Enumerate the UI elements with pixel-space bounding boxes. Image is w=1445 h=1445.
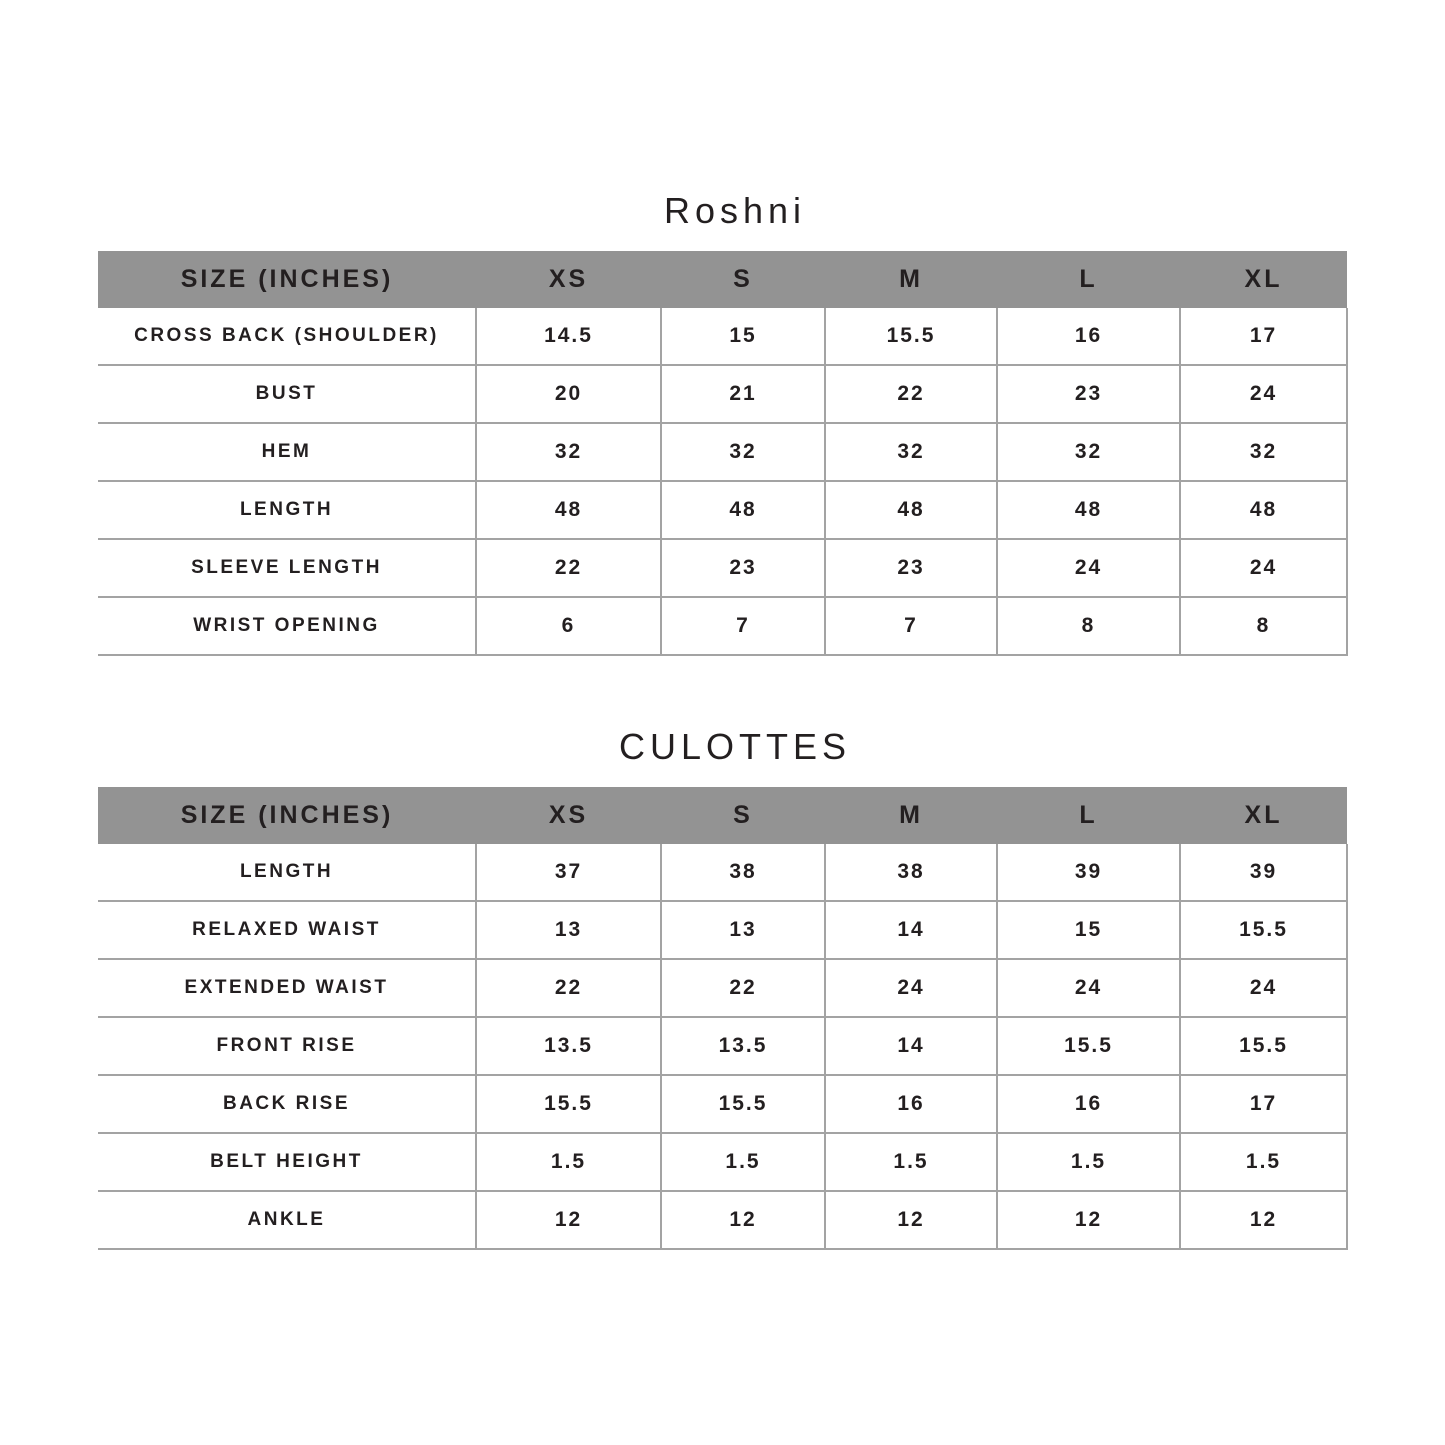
measurement-value: 1.5 (476, 1133, 661, 1191)
table-row (98, 844, 1347, 901)
measurement-value: 15.5 (661, 1075, 825, 1133)
measurement-value: 1.5 (997, 1133, 1180, 1191)
measurement-value: 39 (997, 844, 1180, 901)
measurement-value: 13 (476, 901, 661, 959)
measurement-value: 48 (825, 481, 997, 539)
measurement-value: 13.5 (661, 1017, 825, 1075)
table-row (98, 1075, 1347, 1133)
measurement-value: 23 (997, 365, 1180, 423)
measurement-value: 24 (997, 959, 1180, 1017)
measurement-value: 15.5 (997, 1017, 1180, 1075)
table-row (98, 959, 1347, 1017)
measurement-value: 17 (1180, 308, 1347, 365)
measurement-value: 48 (661, 481, 825, 539)
table-row (98, 481, 1347, 539)
measurement-value: 22 (661, 959, 825, 1017)
measurement-value: 14 (825, 901, 997, 959)
header-row (98, 787, 1347, 844)
column-header-size: M (825, 787, 997, 844)
column-header-measurement: SIZE (INCHES) (98, 251, 476, 308)
table-row (98, 539, 1347, 597)
table-row (98, 597, 1347, 655)
measurement-value: 13 (661, 901, 825, 959)
measurement-label: RELAXED WAIST (98, 901, 476, 959)
measurement-value: 32 (825, 423, 997, 481)
measurement-value: 6 (476, 597, 661, 655)
measurement-value: 8 (997, 597, 1180, 655)
table-row (98, 1191, 1347, 1249)
size-table-roshni (98, 251, 1348, 656)
measurement-value: 13.5 (476, 1017, 661, 1075)
table-row (98, 1017, 1347, 1075)
measurement-value: 1.5 (1180, 1133, 1347, 1191)
column-header-size: M (825, 251, 997, 308)
table-row (98, 423, 1347, 481)
measurement-value: 22 (476, 539, 661, 597)
table-header (98, 251, 1347, 308)
measurement-value: 12 (997, 1191, 1180, 1249)
table-body (98, 844, 1347, 1249)
measurement-label: HEM (98, 423, 476, 481)
table-body (98, 308, 1347, 655)
column-header-measurement: SIZE (INCHES) (98, 787, 476, 844)
column-header-size: XL (1180, 251, 1347, 308)
measurement-value: 8 (1180, 597, 1347, 655)
measurement-value: 22 (476, 959, 661, 1017)
measurement-value: 7 (661, 597, 825, 655)
measurement-value: 48 (1180, 481, 1347, 539)
measurement-label: LENGTH (98, 844, 476, 901)
measurement-value: 39 (1180, 844, 1347, 901)
measurement-value: 15 (997, 901, 1180, 959)
column-header-size: XS (476, 251, 661, 308)
measurement-value: 12 (661, 1191, 825, 1249)
measurement-label: WRIST OPENING (98, 597, 476, 655)
measurement-value: 48 (476, 481, 661, 539)
header-row (98, 251, 1347, 308)
measurement-value: 20 (476, 365, 661, 423)
measurement-label: SLEEVE LENGTH (98, 539, 476, 597)
table-row (98, 308, 1347, 365)
column-header-size: L (997, 787, 1180, 844)
measurement-value: 32 (661, 423, 825, 481)
measurement-value: 24 (997, 539, 1180, 597)
measurement-label: FRONT RISE (98, 1017, 476, 1075)
table-row (98, 1133, 1347, 1191)
column-header-size: S (661, 251, 825, 308)
measurement-value: 37 (476, 844, 661, 901)
measurement-value: 12 (476, 1191, 661, 1249)
measurement-value: 23 (825, 539, 997, 597)
measurement-value: 12 (1180, 1191, 1347, 1249)
measurement-value: 32 (997, 423, 1180, 481)
measurement-label: BACK RISE (98, 1075, 476, 1133)
measurement-value: 15.5 (1180, 1017, 1347, 1075)
measurement-value: 14.5 (476, 308, 661, 365)
measurement-value: 24 (1180, 539, 1347, 597)
measurement-value: 32 (476, 423, 661, 481)
measurement-value: 15.5 (476, 1075, 661, 1133)
measurement-label: EXTENDED WAIST (98, 959, 476, 1017)
measurement-value: 24 (1180, 365, 1347, 423)
measurement-value: 21 (661, 365, 825, 423)
table-row (98, 901, 1347, 959)
table-row (98, 365, 1347, 423)
measurement-value: 14 (825, 1017, 997, 1075)
column-header-size: XS (476, 787, 661, 844)
table-title-roshni: Roshni (663, 190, 807, 231)
measurement-value: 38 (661, 844, 825, 901)
measurement-label: ANKLE (98, 1191, 476, 1249)
column-header-size: S (661, 787, 825, 844)
measurement-value: 1.5 (825, 1133, 997, 1191)
measurement-label: BELT HEIGHT (98, 1133, 476, 1191)
size-table-culottes (98, 787, 1348, 1250)
measurement-value: 38 (825, 844, 997, 901)
measurement-label: CROSS BACK (SHOULDER) (98, 308, 476, 365)
measurement-value: 15 (661, 308, 825, 365)
measurement-value: 16 (825, 1075, 997, 1133)
column-header-size: L (997, 251, 1180, 308)
measurement-value: 48 (997, 481, 1180, 539)
measurement-value: 12 (825, 1191, 997, 1249)
measurement-value: 16 (997, 1075, 1180, 1133)
measurement-value: 32 (1180, 423, 1347, 481)
measurement-label: BUST (98, 365, 476, 423)
measurement-value: 17 (1180, 1075, 1347, 1133)
measurement-value: 15.5 (825, 308, 997, 365)
measurement-value: 24 (825, 959, 997, 1017)
measurement-value: 23 (661, 539, 825, 597)
column-header-size: XL (1180, 787, 1347, 844)
measurement-value: 16 (997, 308, 1180, 365)
table-title-culottes: CULOTTES (618, 726, 852, 767)
measurement-value: 1.5 (661, 1133, 825, 1191)
measurement-value: 15.5 (1180, 901, 1347, 959)
table-header (98, 787, 1347, 844)
measurement-value: 22 (825, 365, 997, 423)
measurement-label: LENGTH (98, 481, 476, 539)
measurement-value: 7 (825, 597, 997, 655)
measurement-value: 24 (1180, 959, 1347, 1017)
